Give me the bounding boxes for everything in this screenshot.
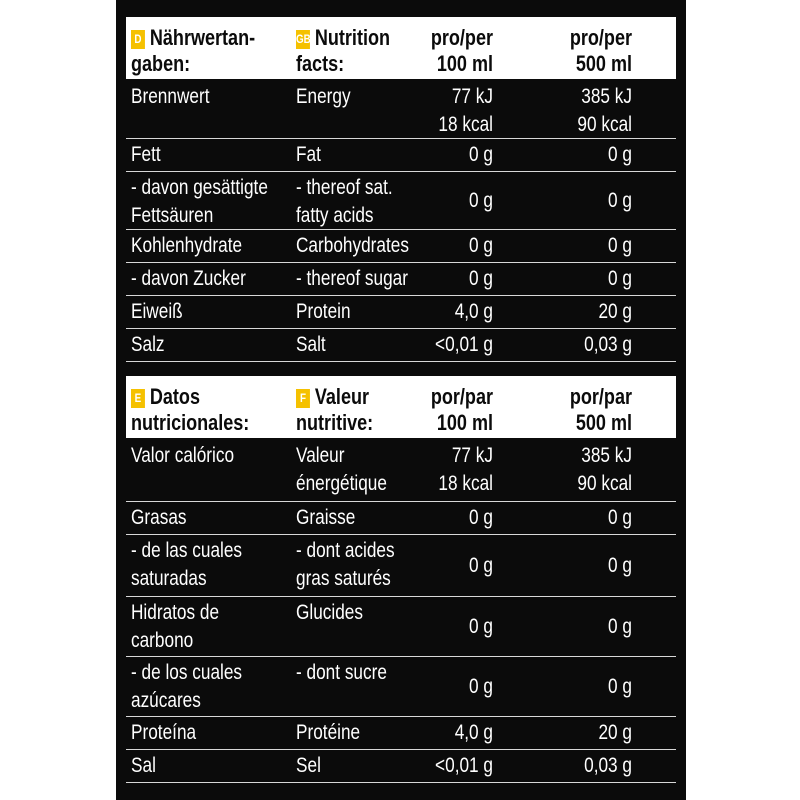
table-row: [126, 750, 676, 783]
cell-text: 77 kJ: [451, 85, 493, 108]
cell-text: - de las cuales: [131, 539, 243, 562]
header-per-500ml: pro/per 500 ml: [569, 25, 632, 76]
header-per-100ml: pro/per 100 ml: [430, 25, 493, 76]
cell-text: Fat: [296, 143, 321, 166]
label-local: [131, 502, 295, 534]
cell-text: 4,0 g: [454, 300, 493, 323]
value-per-100ml: [378, 296, 493, 328]
cell-text: 0 g: [469, 267, 493, 290]
cell-text: Brennwert: [131, 85, 210, 108]
cell-text: 90 kcal: [577, 472, 632, 495]
header-per-500ml: por/par 500 ml: [569, 384, 632, 435]
value-per-100ml: [378, 535, 493, 596]
cell-text: 90 kcal: [577, 113, 632, 136]
cell-text: Hidratos de: [131, 601, 220, 624]
table-row: [126, 657, 676, 717]
cell-text: - dont sucre: [296, 661, 387, 684]
cell-text: 0 g: [608, 234, 632, 257]
cell-text: - dont acides: [296, 539, 395, 562]
value-per-500ml: [517, 440, 632, 501]
table-row: [126, 296, 676, 329]
cell-text: Salt: [296, 333, 326, 356]
language-badge-d: D: [131, 30, 145, 49]
cell-text: - thereof sugar: [296, 267, 408, 290]
value-per-500ml: [517, 139, 632, 171]
cell-text: 0 g: [608, 506, 632, 529]
cell-text: - davon gesättigte: [131, 176, 268, 199]
cell-text: 4,0 g: [454, 721, 493, 744]
label-local: [131, 139, 295, 171]
value-per-500ml: [517, 717, 632, 749]
label-local: [131, 657, 295, 716]
cell-text: Sal: [131, 754, 156, 777]
cell-text: Carbohydrates: [296, 234, 409, 257]
cell-text: Fettsäuren: [131, 204, 214, 227]
table-row: [126, 81, 676, 139]
value-per-500ml: [517, 329, 632, 361]
header-per-100ml: por/par 100 ml: [430, 384, 493, 435]
cell-text: 0,03 g: [584, 333, 632, 356]
cell-text: Protein: [296, 300, 351, 323]
label-local: [131, 329, 295, 361]
cell-text: Eiweiß: [131, 300, 183, 323]
cell-text: 77 kJ: [451, 444, 493, 467]
value-per-100ml: [378, 263, 493, 295]
cell-text: Valor calórico: [131, 444, 235, 467]
value-per-500ml: [517, 263, 632, 295]
value-per-500ml: [517, 172, 632, 229]
cell-text: Sel: [296, 754, 321, 777]
cell-text: Salz: [131, 333, 165, 356]
cell-text: 0 g: [469, 506, 493, 529]
cell-text: Proteína: [131, 721, 197, 744]
label-local: [131, 597, 295, 656]
section-rows-de-gb: [126, 81, 676, 362]
cell-text: 0 g: [608, 553, 632, 577]
cell-text: Kohlenhydrate: [131, 234, 243, 257]
label-local: [131, 172, 295, 229]
value-per-100ml: [378, 717, 493, 749]
header-col-de: D Nährwertan- gaben:: [131, 25, 256, 76]
section-rows-e-f: [126, 440, 676, 783]
language-badge-e: E: [131, 389, 145, 408]
value-per-500ml: [517, 750, 632, 782]
value-per-100ml: [378, 597, 493, 656]
cell-text: 385 kJ: [581, 444, 632, 467]
table-row: [126, 230, 676, 263]
cell-text: Energy: [296, 85, 351, 108]
cell-text: carbono: [131, 629, 194, 652]
language-badge-f: F: [296, 389, 310, 408]
cell-text: 0 g: [469, 553, 493, 577]
table-row: [126, 717, 676, 750]
cell-text: saturadas: [131, 567, 207, 590]
cell-text: 0 g: [469, 614, 493, 638]
header-col-gb: GB Nutrition facts:: [296, 25, 391, 76]
value-per-500ml: [517, 230, 632, 262]
cell-text: Graisse: [296, 506, 356, 529]
nutrition-table: [126, 17, 676, 783]
label-local: [131, 440, 295, 501]
section-gap: [126, 362, 676, 376]
cell-text: 0 g: [608, 674, 632, 698]
section-header-de-gb: [126, 17, 676, 81]
cell-text: azúcares: [131, 689, 201, 712]
cell-text: 18 kcal: [438, 472, 493, 495]
cell-text: 0 g: [469, 674, 493, 698]
section-header-e-f: [126, 376, 676, 440]
value-per-100ml: [378, 230, 493, 262]
cell-text: 0 g: [469, 188, 493, 212]
label-local: [131, 750, 295, 782]
value-per-100ml: [378, 172, 493, 229]
label-local: [131, 263, 295, 295]
label-local: [131, 230, 295, 262]
cell-text: - davon Zucker: [131, 267, 246, 290]
table-row: [126, 172, 676, 230]
cell-text: 385 kJ: [581, 85, 632, 108]
cell-text: énergétique: [296, 472, 387, 495]
label-local: [131, 81, 295, 138]
label-local: [131, 296, 295, 328]
value-per-500ml: [517, 535, 632, 596]
cell-text: 18 kcal: [438, 113, 493, 136]
cell-text: 0 g: [608, 614, 632, 638]
cell-text: 0 g: [608, 267, 632, 290]
nutrition-label-panel: [116, 0, 686, 800]
value-per-500ml: [517, 296, 632, 328]
cell-text: Valeur: [296, 444, 345, 467]
table-row: [126, 535, 676, 597]
value-per-500ml: [517, 657, 632, 716]
cell-text: 20 g: [598, 300, 632, 323]
value-per-100ml: [378, 329, 493, 361]
cell-text: Grasas: [131, 506, 187, 529]
value-per-100ml: [378, 440, 493, 501]
table-row: [126, 139, 676, 172]
cell-text: 0 g: [608, 143, 632, 166]
cell-text: <0,01 g: [435, 333, 493, 356]
cell-text: 0 g: [469, 234, 493, 257]
cell-text: <0,01 g: [435, 754, 493, 777]
value-per-100ml: [378, 657, 493, 716]
cell-text: - de los cuales: [131, 661, 243, 684]
table-row: [126, 502, 676, 535]
value-per-100ml: [378, 502, 493, 534]
cell-text: 0,03 g: [584, 754, 632, 777]
table-row: [126, 440, 676, 502]
value-per-100ml: [378, 81, 493, 138]
value-per-500ml: [517, 81, 632, 138]
table-row: [126, 597, 676, 657]
cell-text: - thereof sat.: [296, 176, 393, 199]
cell-text: Glucides: [296, 601, 363, 624]
cell-text: 20 g: [598, 721, 632, 744]
value-per-100ml: [378, 750, 493, 782]
value-per-100ml: [378, 139, 493, 171]
header-col-fr: F Valeur nutritive:: [296, 384, 374, 435]
language-badge-gb: GB: [296, 30, 310, 49]
value-per-500ml: [517, 597, 632, 656]
cell-text: gras saturés: [296, 567, 391, 590]
header-col-es: E Datos nutricionales:: [131, 384, 250, 435]
cell-text: 0 g: [469, 143, 493, 166]
cell-text: fatty acids: [296, 204, 374, 227]
value-per-500ml: [517, 502, 632, 534]
cell-text: Fett: [131, 143, 161, 166]
table-row: [126, 329, 676, 362]
cell-text: 0 g: [608, 188, 632, 212]
label-local: [131, 535, 295, 596]
label-local: [131, 717, 295, 749]
table-row: [126, 263, 676, 296]
cell-text: Protéine: [296, 721, 361, 744]
